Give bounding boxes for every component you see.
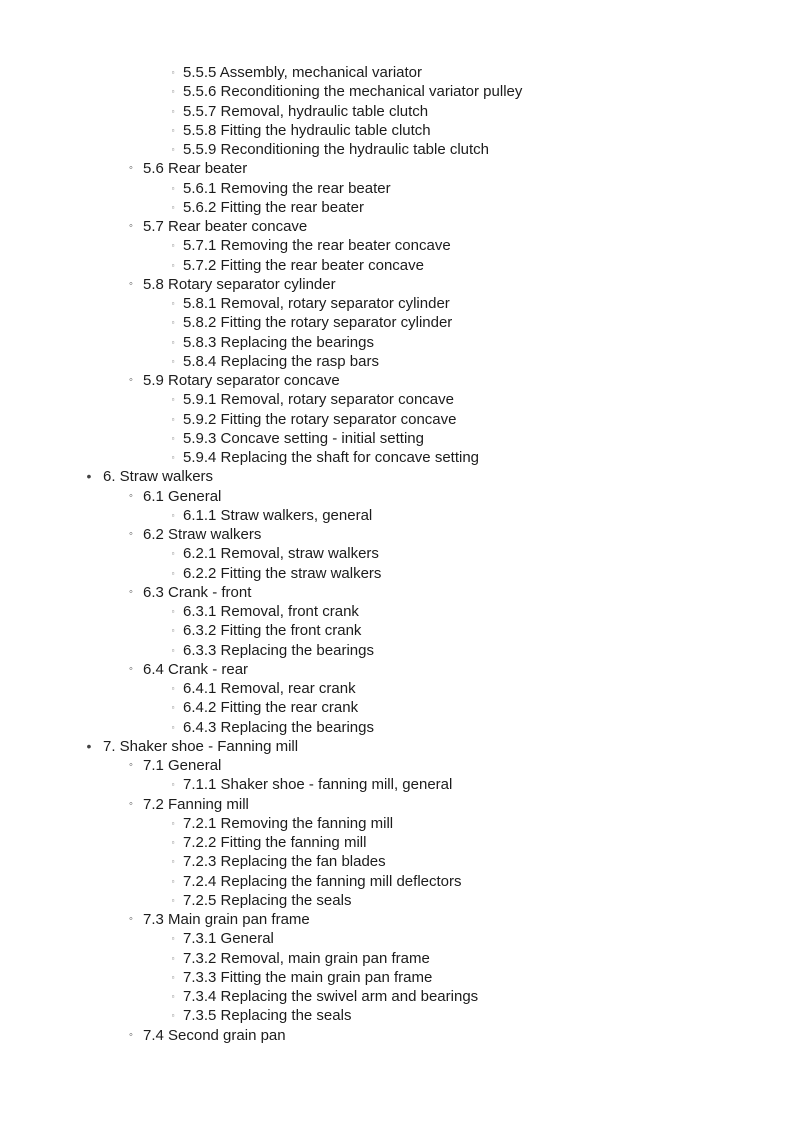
toc-entry-level-3[interactable]	[0, 140, 794, 159]
bullet-icon: ▫	[171, 106, 175, 116]
toc-entry-level-3[interactable]	[0, 333, 794, 352]
bullet-icon: ▫	[171, 684, 175, 693]
toc-entry-level-3[interactable]	[0, 506, 794, 525]
bullet-icon: ▫	[171, 433, 175, 443]
toc-entry-label[interactable]: 6.3.2 Fitting the front crank	[183, 622, 362, 640]
toc-entry-label[interactable]: 7.3.2 Removal, main grain pan frame	[183, 949, 430, 967]
toc-entry-label[interactable]: 6.1 General	[143, 487, 222, 505]
toc-entry-label[interactable]: 7.2.2 Fitting the fanning mill	[183, 834, 367, 851]
toc-entry-level-1[interactable]	[0, 737, 794, 756]
toc-entry-label[interactable]: 5.9.2 Fitting the rotary separator concave	[183, 410, 457, 428]
toc-entry-level-3[interactable]	[0, 621, 794, 640]
toc-entry-level-3[interactable]	[0, 987, 794, 1006]
toc-entry-label[interactable]: 7.1 General	[143, 757, 222, 774]
bullet-icon: ▫	[171, 241, 175, 251]
bullet-icon: ◦	[129, 759, 133, 771]
toc-entry-label[interactable]: 7.2.1 Removing the fanning mill	[183, 814, 394, 832]
toc-entry-label[interactable]: 7.2.3 Replacing the fan blades	[183, 853, 386, 871]
toc-entry-label[interactable]: 5.8.1 Removal, rotary separator cylinder	[183, 295, 450, 312]
toc-entry-level-2[interactable]	[0, 756, 794, 775]
bullet-icon: ◦	[129, 162, 133, 175]
toc-entry-label[interactable]: 6.3.1 Removal, front crank	[183, 603, 359, 620]
toc-entry-label[interactable]: 7.3.1 General	[183, 930, 274, 948]
toc-entry-label[interactable]: 7. Shaker shoe - Fanning mill	[103, 737, 299, 755]
toc-entry-level-3[interactable]	[0, 121, 794, 140]
bullet-icon: ▫	[171, 453, 175, 462]
toc-entry-level-3[interactable]	[0, 718, 794, 737]
bullet-icon: ◦	[129, 489, 133, 502]
bullet-icon: ▫	[171, 818, 175, 828]
bullet-icon: ▫	[171, 992, 175, 1001]
bullet-icon: ▫	[171, 895, 175, 905]
bullet-icon: ▫	[171, 202, 175, 212]
toc-entry-label[interactable]: 5.9.4 Replacing the shaft for concave setting	[183, 449, 480, 466]
toc-entry-level-3[interactable]	[0, 198, 794, 217]
bullet-icon: ◦	[129, 662, 133, 675]
toc-entry-level-2[interactable]	[0, 371, 794, 390]
toc-entry-level-2[interactable]	[0, 583, 794, 602]
toc-entry-label[interactable]: 7.3.4 Replacing the swivel arm and bearings	[183, 988, 479, 1005]
bullet-icon: ▫	[171, 1011, 175, 1021]
toc-entry-label[interactable]: 7.4 Second grain pan	[143, 1026, 286, 1044]
bullet-icon: ▫	[171, 645, 175, 655]
toc-entry-label[interactable]: 5.6.2 Fitting the rear beater	[183, 198, 364, 216]
toc-entry-label[interactable]: 5.7.2 Fitting the rear beater concave	[183, 256, 424, 274]
bullet-icon: ▫	[171, 68, 175, 77]
bullet-icon: ▫	[171, 395, 175, 405]
toc-entry-level-3[interactable]	[0, 679, 794, 698]
bullet-icon: ▫	[171, 125, 175, 135]
toc-entry-level-2[interactable]	[0, 275, 794, 294]
toc-entry-label[interactable]: 5.5.8 Fitting the hydraulic table clutch	[183, 121, 431, 139]
toc-entry-level-2[interactable]	[0, 660, 794, 679]
toc-entry-level-3[interactable]	[0, 429, 794, 448]
toc-entry-level-3[interactable]	[0, 448, 794, 467]
toc-entry-label[interactable]: 5.6.1 Removing the rear beater	[183, 179, 391, 197]
toc-entry-level-3[interactable]	[0, 698, 794, 717]
toc-entry-level-3[interactable]	[0, 852, 794, 871]
bullet-icon: ▫	[171, 87, 175, 97]
bullet-icon: ▫	[171, 838, 175, 847]
bullet-icon: ▫	[171, 356, 175, 366]
table-of-contents	[0, 63, 794, 1045]
toc-entry-label[interactable]: 5.8 Rotary separator cylinder	[143, 275, 336, 293]
bullet-icon: ◦	[129, 277, 133, 290]
bullet-icon: ▫	[171, 299, 175, 308]
toc-entry-level-3[interactable]	[0, 1006, 794, 1025]
toc-entry-label[interactable]: 6.3 Crank - front	[143, 583, 252, 601]
toc-entry-level-3[interactable]	[0, 236, 794, 255]
bullet-icon: ▫	[171, 414, 175, 424]
bullet-icon: ▫	[171, 337, 175, 347]
toc-entry-level-2[interactable]	[0, 487, 794, 506]
bullet-icon: ▫	[171, 626, 175, 636]
toc-entry-label[interactable]: 5.8.4 Replacing the rasp bars	[183, 352, 379, 370]
bullet-icon: ◦	[129, 585, 133, 598]
toc-entry-level-2[interactable]	[0, 795, 794, 814]
bullet-icon: ▫	[171, 145, 175, 154]
toc-entry-label[interactable]: 5.7.1 Removing the rear beater concave	[183, 237, 451, 255]
bullet-icon: ▫	[171, 703, 175, 713]
toc-entry-label[interactable]: 7.2 Fanning mill	[143, 795, 249, 813]
toc-entry-label[interactable]: 6.4.2 Fitting the rear crank	[183, 699, 359, 717]
toc-entry-level-2[interactable]	[0, 1026, 794, 1045]
bullet-icon: ▫	[171, 549, 175, 559]
toc-entry-level-3[interactable]	[0, 352, 794, 371]
toc-entry-label[interactable]: 6.2 Straw walkers	[143, 526, 262, 543]
toc-entry-label[interactable]: 7.1.1 Shaker shoe - fanning mill, general	[183, 776, 453, 794]
toc-entry-level-3[interactable]	[0, 256, 794, 275]
bullet-icon: ▫	[171, 876, 175, 886]
toc-entry-level-2[interactable]	[0, 159, 794, 178]
toc-entry-level-3[interactable]	[0, 833, 794, 852]
toc-entry-label[interactable]: 7.2.4 Replacing the fanning mill deflectors	[183, 872, 462, 890]
bullet-icon: ◦	[129, 797, 133, 810]
toc-entry-label[interactable]: 7.3.5 Replacing the seals	[183, 1007, 352, 1025]
bullet-icon: ▫	[171, 722, 175, 732]
toc-entry-label[interactable]: 5.7 Rear beater concave	[143, 218, 308, 235]
toc-entry-label[interactable]: 6.1.1 Straw walkers, general	[183, 506, 373, 524]
toc-entry-label[interactable]: 5.9.1 Removal, rotary separator concave	[183, 391, 454, 409]
toc-entry-level-1[interactable]	[0, 467, 794, 486]
toc-entry-label[interactable]: 5.9.3 Concave setting - initial setting	[183, 429, 424, 447]
toc-entry-label[interactable]: 6.2.1 Removal, straw walkers	[183, 545, 379, 563]
bullet-icon: ▫	[171, 780, 175, 790]
toc-entry-level-3[interactable]	[0, 179, 794, 198]
toc-entry-label[interactable]: 7.3 Main grain pan frame	[143, 911, 310, 928]
toc-entry-label[interactable]: 6.3.3 Replacing the bearings	[183, 641, 374, 659]
toc-entry-level-3[interactable]	[0, 564, 794, 583]
toc-entry-label[interactable]: 5.9 Rotary separator concave	[143, 372, 340, 389]
toc-entry-label[interactable]: 5.6 Rear beater	[143, 160, 248, 178]
toc-entry-label[interactable]: 6.2.2 Fitting the straw walkers	[183, 564, 382, 582]
toc-entry-level-3[interactable]	[0, 294, 794, 313]
bullet-icon: ▫	[171, 607, 175, 616]
toc-entry-label[interactable]: 6.4.3 Replacing the bearings	[183, 718, 374, 736]
toc-entry-label[interactable]: 7.2.5 Replacing the seals	[183, 891, 352, 909]
toc-entry-level-3[interactable]	[0, 410, 794, 429]
toc-entry-level-3[interactable]	[0, 390, 794, 409]
bullet-icon: ▫	[171, 568, 175, 578]
toc-entry-level-3[interactable]	[0, 891, 794, 910]
toc-entry-label[interactable]: 7.3.3 Fitting the main grain pan frame	[183, 968, 433, 986]
bullet-icon: ▫	[171, 318, 175, 328]
bullet-icon: ◦	[129, 374, 133, 386]
bullet-icon: ▫	[171, 183, 175, 193]
toc-entry-label[interactable]: 5.5.9 Reconditioning the hydraulic table clutch	[183, 141, 490, 158]
toc-entry-level-3[interactable]	[0, 775, 794, 794]
toc-entry-level-3[interactable]	[0, 814, 794, 833]
toc-entry-level-3[interactable]	[0, 872, 794, 891]
toc-entry-label[interactable]: 6.4 Crank - rear	[143, 660, 249, 678]
toc-entry-label[interactable]: 5.8.3 Replacing the bearings	[183, 333, 374, 351]
toc-entry-level-3[interactable]	[0, 949, 794, 968]
bullet-icon: ◦	[129, 220, 133, 232]
toc-entry-label[interactable]: 5.5.7 Removal, hydraulic table clutch	[183, 102, 429, 120]
bullet-icon: ◦	[129, 528, 133, 540]
bullet-icon: ▫	[171, 510, 175, 520]
toc-entry-level-2[interactable]	[0, 217, 794, 236]
bullet-icon: •	[86, 468, 92, 485]
bullet-icon: ▫	[171, 972, 175, 982]
toc-entry-level-3[interactable]	[0, 102, 794, 121]
toc-entry-level-3[interactable]	[0, 63, 794, 82]
toc-entry-level-2[interactable]	[0, 910, 794, 929]
toc-entry-level-3[interactable]	[0, 929, 794, 948]
toc-entry-level-3[interactable]	[0, 313, 794, 332]
toc-entry-label[interactable]: 5.5.6 Reconditioning the mechanical variator pulley	[183, 83, 523, 101]
toc-entry-level-3[interactable]	[0, 544, 794, 563]
toc-entry-level-3[interactable]	[0, 968, 794, 987]
toc-entry-label[interactable]: 5.8.2 Fitting the rotary separator cylinder	[183, 314, 453, 332]
bullet-icon: ◦	[129, 913, 133, 925]
toc-entry-label[interactable]: 6. Straw walkers	[103, 468, 214, 486]
toc-entry-label[interactable]: 6.4.1 Removal, rear crank	[183, 680, 356, 697]
toc-entry-level-3[interactable]	[0, 82, 794, 101]
bullet-icon: ▫	[171, 260, 175, 270]
bullet-icon: ▫	[171, 953, 175, 963]
toc-entry-level-2[interactable]	[0, 525, 794, 544]
bullet-icon: ▫	[171, 857, 175, 867]
toc-entry-level-3[interactable]	[0, 602, 794, 621]
toc-entry-level-3[interactable]	[0, 641, 794, 660]
bullet-icon: ◦	[129, 1028, 133, 1041]
bullet-icon: ▫	[171, 934, 175, 944]
toc-entry-label[interactable]: 5.5.5 Assembly, mechanical variator	[183, 64, 422, 81]
bullet-icon: •	[86, 737, 92, 754]
